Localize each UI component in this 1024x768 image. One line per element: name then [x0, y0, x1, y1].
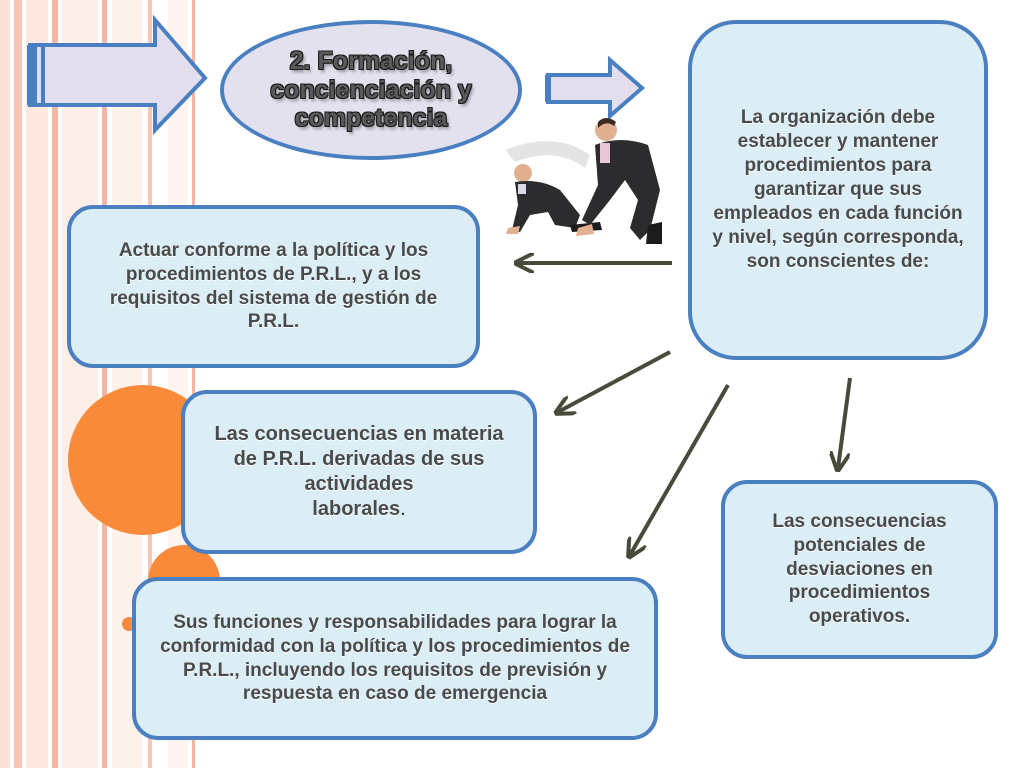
consequences-tail: laborales — [312, 498, 401, 521]
policy-box — [67, 205, 480, 368]
businessmen-illustration — [505, 118, 662, 244]
deviations-text: Las consecuencias potenciales de desviaciones en procedimientos operativos. — [772, 510, 947, 628]
policy-text: Actuar conforme a la política y los procedimientos de P.R.L., y a los requisitos del sistema de gestión de P.R.L. — [109, 239, 438, 333]
functions-text: Sus funciones y responsabilidades para lograr la conformidad con la política y los procedimientos de P.R.L., incluyendo los requisitos de previsión y respuesta en caso de emergencia — [160, 611, 630, 705]
functions-box — [132, 577, 658, 740]
organization-box — [688, 20, 988, 360]
arrow-to-deviations — [838, 378, 850, 468]
deviations-box — [721, 480, 998, 659]
arrow-to-consequences — [558, 352, 670, 412]
consequences-period: . — [400, 498, 406, 521]
organization-text: La organización debe establecer y mantener procedimientos para garantizar que sus empleados en cada función y nivel, según corresponda, son conscientes de: — [712, 107, 964, 272]
page-title: 2. Formación, concienciación y competencia — [270, 47, 472, 133]
consequences-text — [209, 422, 509, 523]
title-oval — [220, 20, 522, 160]
arrow-to-functions — [630, 385, 728, 555]
block-arrow-small — [545, 60, 642, 116]
consequences-main: Las consecuencias en materia de P.R.L. derivadas de sus actividades — [214, 422, 504, 495]
block-arrow-large — [27, 20, 205, 130]
consequences-box — [181, 390, 537, 554]
